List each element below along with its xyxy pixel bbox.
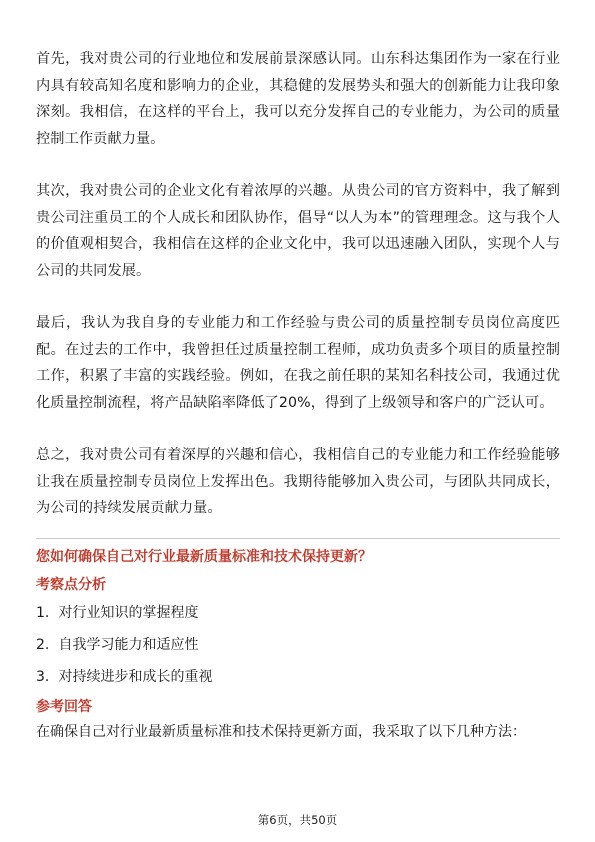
analysis-title: 考察点分析 (36, 576, 106, 593)
list-item-number: 1. (36, 604, 50, 621)
list-item-text: 自我学习能力和适应性 (58, 636, 199, 653)
list-item-number: 2. (36, 636, 50, 653)
interview-question: 您如何确保自己对行业最新质量标准和技术保持更新？ (36, 548, 372, 565)
list-item (36, 597, 560, 629)
list-item-text: 对持续进步和成长的重视 (58, 668, 213, 685)
list-item (36, 661, 560, 693)
answer-title: 参考回答 (36, 698, 92, 715)
answer-text: 在确保自己对行业最新质量标准和技术保持更新方面，我采取了以下几种方法： (36, 723, 526, 740)
document-body (36, 46, 560, 745)
list-item-text: 对行业知识的掌握程度 (58, 604, 199, 621)
paragraph-summary: 总之，我对贵公司有着深厚的兴趣和信心，我相信自己的专业能力和工作经验能够让我在质量控制专员岗位上发挥出色。我期待能够加入贵公司，与团队共同成长，为公司的持续发展贡献力量。 (36, 447, 560, 516)
page-number: 第6页，共50页 (257, 813, 338, 827)
paragraph-second: 其次，我对贵公司的企业文化有着浓厚的兴趣。从贵公司的官方资料中，我了解到贵公司注重员工的个人成长和团队协作，倡导“以人为本”的管理理念。这与我个人的价值观相契合，我相信在这样的企业文化中，我可以迅速融入团队，实现个人与公司的共同发展。 (36, 183, 560, 279)
list-item (36, 629, 560, 661)
paragraph-last: 最后，我认为我自身的专业能力和工作经验与贵公司的质量控制专员岗位高度匹配。在过去的工作中，我曾担任过质量控制工程师，成功负责多个项目的质量控制工作，积累了丰富的实践经验。例如，在我之前任职的某知名科技公司，我通过优化质量控制流程，将产品缺陷率降低了20%，得到了上级领导和客户的广泛认可。 (36, 315, 560, 411)
analysis-list (36, 597, 560, 693)
section-divider (36, 538, 560, 539)
list-item-number: 3. (36, 668, 50, 685)
paragraph-first: 首先，我对贵公司的行业地位和发展前景深感认同。山东科达集团作为一家在行业内具有较高知名度和影响力的企业，其稳健的发展势头和强大的创新能力让我印象深刻。我相信，在这样的平台上，我可以充分发挥自己的专业能力，为公司的质量控制工作贡献力量。 (36, 51, 560, 147)
